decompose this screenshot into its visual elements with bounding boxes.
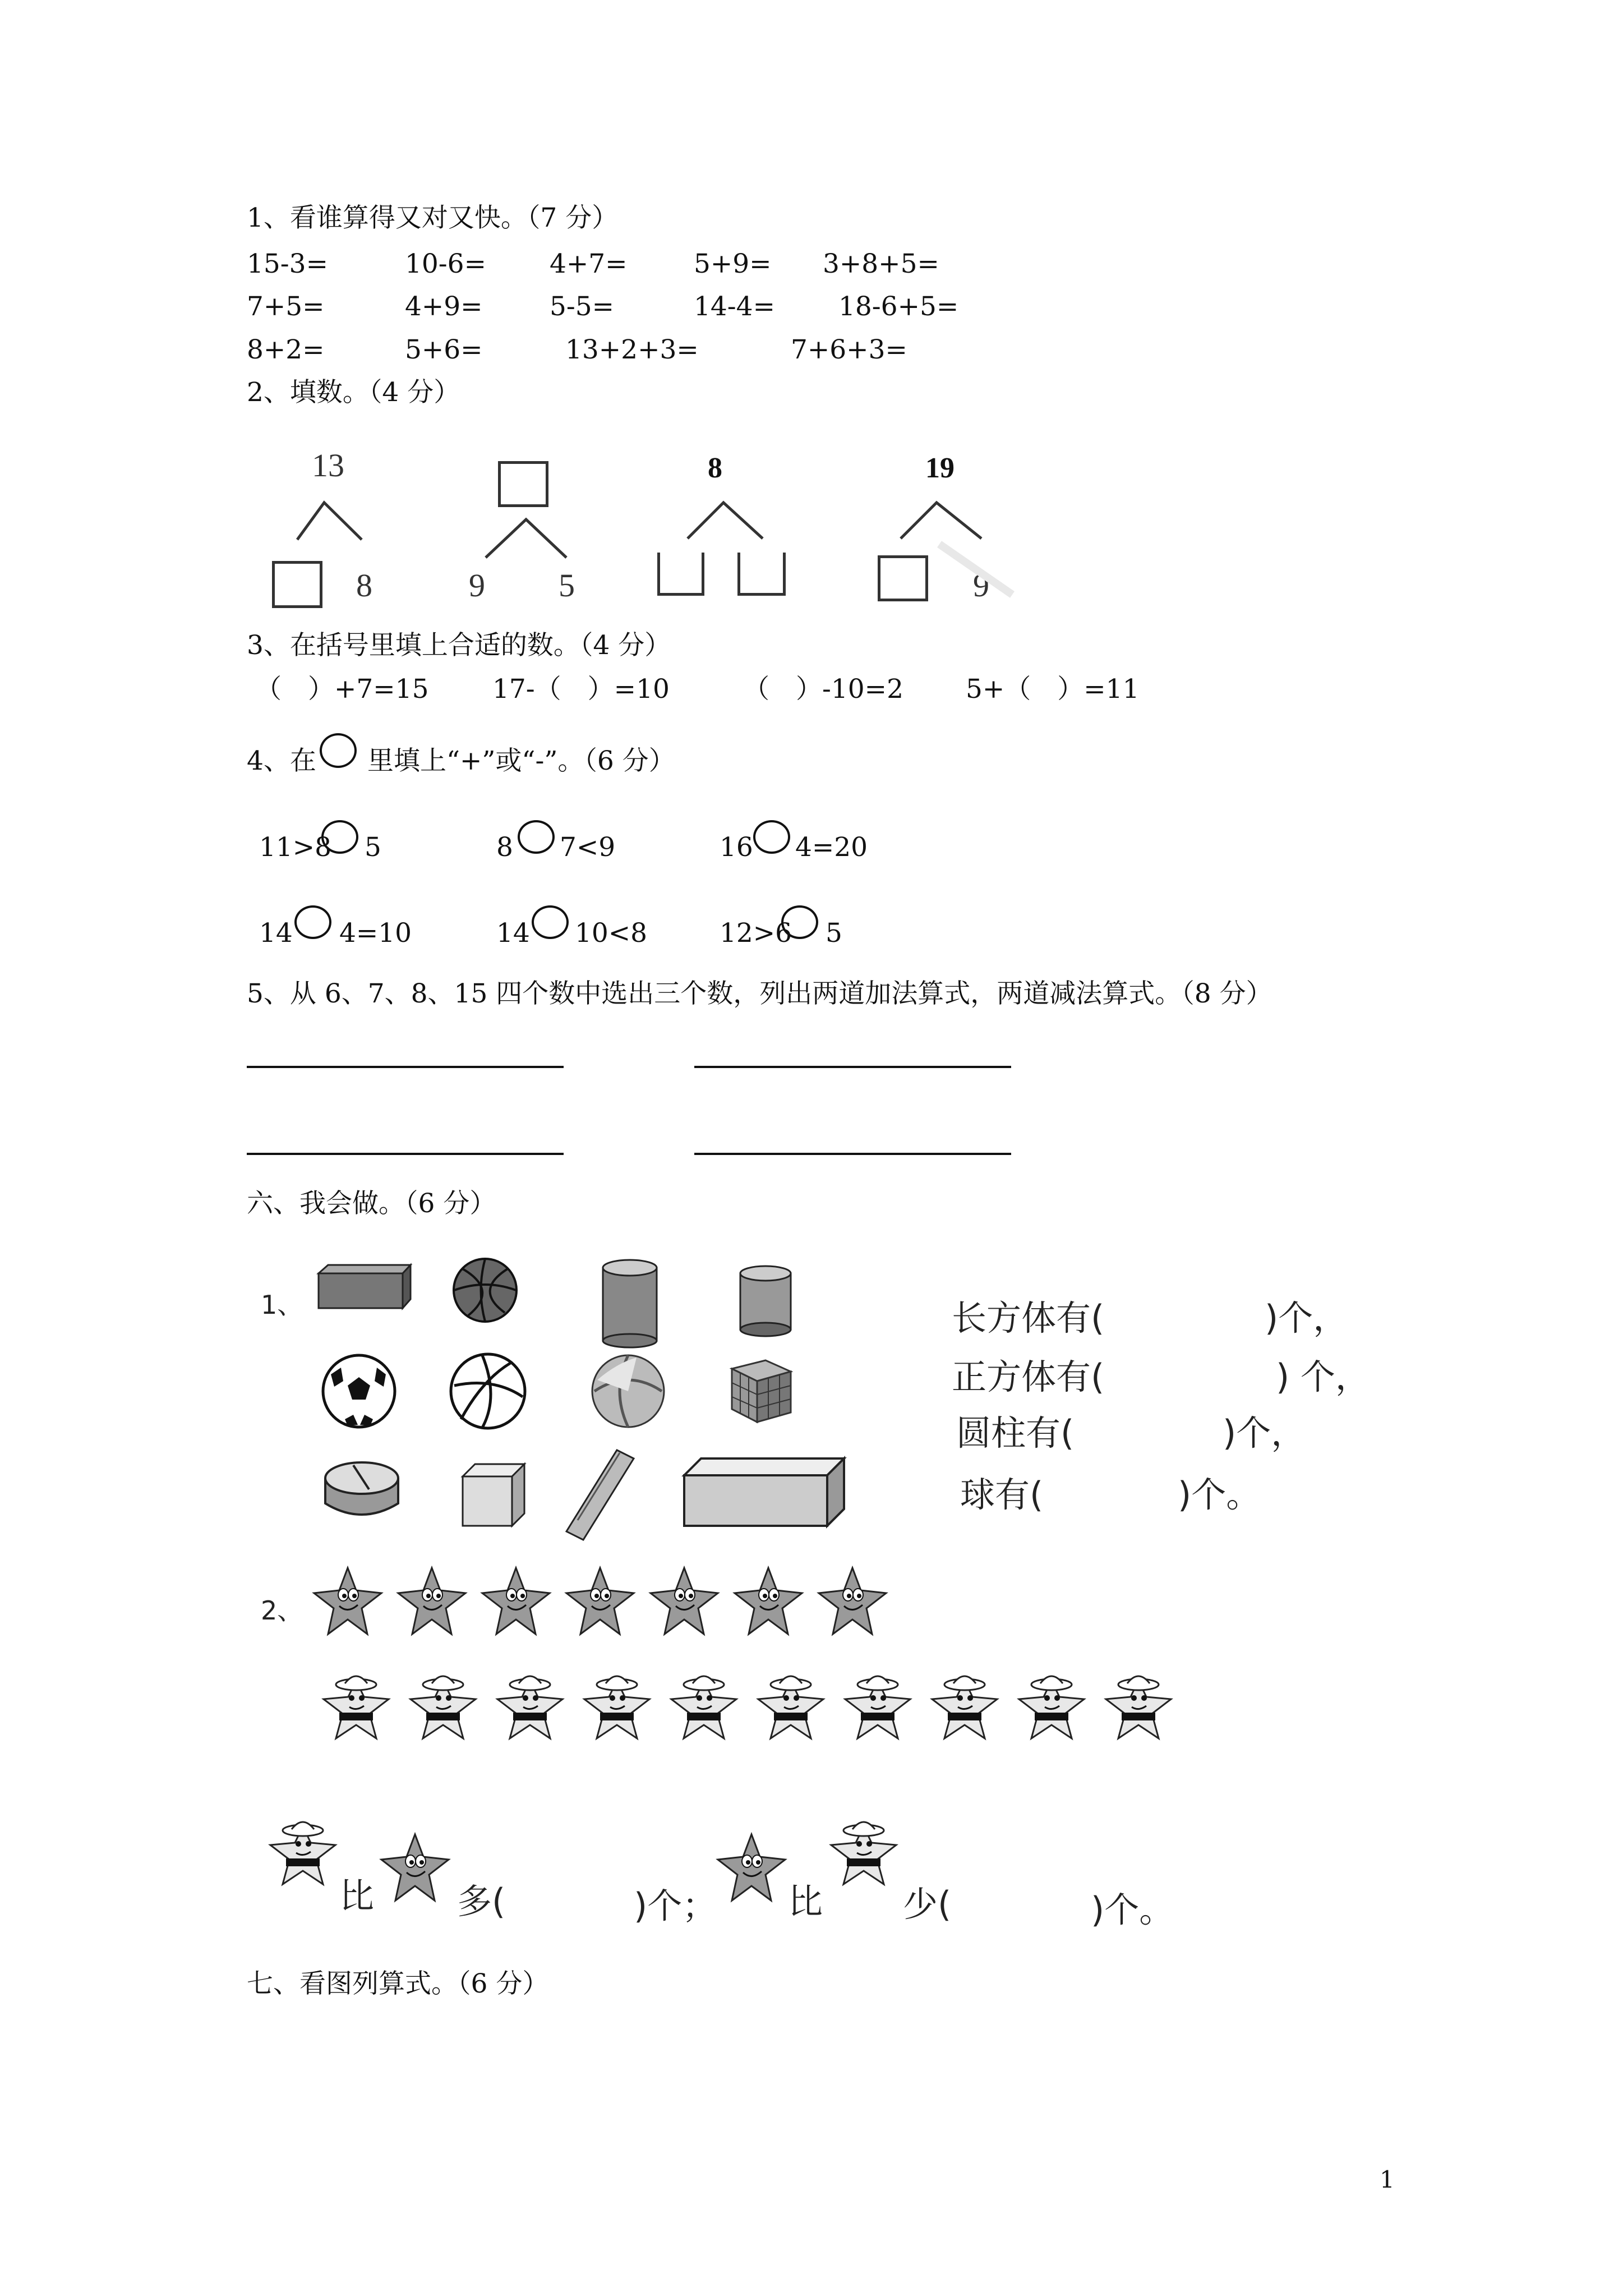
q6-part2-label: 2、: [261, 1595, 303, 1626]
page-number: 1: [1380, 2166, 1395, 2193]
long-cuboid-icon: [566, 1450, 634, 1540]
star-2: [398, 1568, 465, 1634]
compare-unit-2: )个。: [1091, 1889, 1174, 1930]
q6-cylinder-label: 圆柱有(: [956, 1412, 1075, 1453]
q1-r2-c2: 4+9=: [405, 291, 483, 322]
cuboid-icon-1: [319, 1265, 411, 1308]
compare-more-answer-blank[interactable]: [519, 1874, 631, 1913]
q6-title: 六、我会做。（6 分）: [247, 1188, 496, 1219]
q1-r2-c3: 5-5=: [550, 291, 615, 322]
q1-r2-c1: 7+5=: [247, 291, 325, 322]
q3-item-3: （ ）-10=2: [743, 674, 903, 705]
q6-sphere-suffix: )个。: [1178, 1474, 1261, 1515]
q6-cuboid-label: 长方体有(: [952, 1297, 1105, 1338]
volleyball-icon: [451, 1354, 525, 1428]
q4-item5-left: 14: [496, 918, 530, 949]
compare-less: 少(: [903, 1884, 952, 1925]
tree2-left-number: 9: [469, 567, 485, 604]
q4-item2-right: 7<9: [560, 832, 616, 863]
q1-r1-c4: 5+9=: [694, 249, 772, 279]
star-4: [566, 1568, 634, 1634]
hat-star-7: [845, 1676, 910, 1738]
q4-item5-circle[interactable]: [532, 905, 569, 939]
hat-star-10: [1106, 1676, 1171, 1738]
q4-item1-right: 5: [365, 832, 381, 863]
tree3-top-number: 8: [708, 452, 722, 484]
q4-item6-circle[interactable]: [781, 905, 818, 939]
q4-item3-circle[interactable]: [753, 820, 790, 854]
q4-item4-circle[interactable]: [294, 905, 331, 939]
q6-sphere-label: 球有(: [960, 1474, 1044, 1515]
basketball-icon: [454, 1259, 517, 1322]
q4-title-prefix: 4、在: [247, 746, 316, 776]
hat-star-5: [671, 1676, 736, 1738]
soccer-ball-icon: [323, 1355, 395, 1427]
q6-part1-label: 1、: [261, 1290, 303, 1320]
hat-star-icon-a: [269, 1815, 339, 1896]
q4-item2-circle[interactable]: [518, 820, 555, 854]
q1-r1-c1: 15-3=: [247, 249, 328, 279]
cube-icon: [463, 1464, 524, 1526]
q1-r1-c5: 3+8+5=: [823, 249, 939, 279]
hat-star-6: [758, 1676, 823, 1738]
q6-cube-suffix: ) 个，: [1276, 1356, 1370, 1397]
q1-r1-c3: 4+7=: [550, 249, 628, 279]
q5-answer-line-2[interactable]: [694, 1066, 1011, 1068]
q6-cuboid-answer-blank[interactable]: [1133, 1290, 1262, 1329]
tree3-branches: [684, 499, 774, 544]
q4-title-suffix: 里填上“+”或“-”。（6 分）: [367, 746, 675, 776]
hat-star-1: [324, 1676, 389, 1738]
q6-cube-answer-blank[interactable]: [1141, 1349, 1270, 1388]
q6-cube-label: 正方体有(: [952, 1356, 1105, 1397]
coin-cylinder-icon: [325, 1462, 398, 1515]
stars-picture: [314, 1568, 1223, 1826]
compare-word-1: 比: [339, 1875, 375, 1916]
q4-item1-left: 11>8: [259, 832, 332, 863]
tree4-top-number: 19: [925, 452, 955, 484]
compare-unit-1: )个；: [634, 1885, 717, 1926]
star-5: [651, 1568, 718, 1634]
q4-item4-left: 14: [259, 918, 293, 949]
tree1-answer-box[interactable]: [272, 561, 322, 608]
cylinder-icon-short: [740, 1266, 791, 1336]
q6-cylinder-answer-blank[interactable]: [1085, 1405, 1220, 1444]
star-1: [314, 1568, 381, 1634]
tree2-right-number: 5: [559, 567, 575, 604]
tree4-branches: [897, 499, 993, 544]
q4-item3-left: 16: [720, 832, 753, 863]
rubiks-cube-icon: [732, 1360, 791, 1422]
q6-sphere-answer-blank[interactable]: [1054, 1467, 1178, 1506]
q4-item3-right: 4=20: [795, 832, 868, 863]
q4-item4-right: 4=10: [339, 918, 412, 949]
compare-less-answer-blank[interactable]: [965, 1876, 1085, 1916]
q3-title: 3、在括号里填上合适的数。（4 分）: [247, 630, 671, 661]
q4-item2-left: 8: [496, 832, 513, 863]
q7-title: 七、看图列算式。（6 分）: [247, 1968, 549, 1999]
q1-r2-c4: 14-4=: [694, 291, 775, 322]
q1-r2-c5: 18-6+5=: [838, 291, 959, 322]
tree3-left-answer-box[interactable]: [657, 553, 704, 596]
tree2-answer-box[interactable]: [498, 461, 548, 507]
q4-item1-circle[interactable]: [321, 820, 358, 854]
q1-r3-c4: 7+6+3=: [791, 334, 907, 365]
faint-watermark-mark: [934, 539, 1018, 600]
q6-cuboid-suffix: )个，: [1265, 1297, 1348, 1338]
q1-title: 1、看谁算得又对又快。（7 分）: [247, 203, 619, 233]
compare-word-2: 比: [788, 1881, 823, 1922]
tree2-branches: [481, 516, 577, 561]
star-icon-a: [381, 1834, 451, 1904]
q3-item-1: （ ）+7=15: [255, 674, 429, 705]
tree1-top-number: 13: [312, 447, 344, 484]
q3-item-4: 5+（ ）=11: [966, 674, 1140, 705]
q4-item6-right: 5: [826, 918, 842, 949]
q3-item-2: 17-（ ）=10: [492, 674, 670, 705]
hat-star-3: [497, 1676, 562, 1738]
hat-star-2: [411, 1676, 476, 1738]
q5-answer-line-1[interactable]: [247, 1066, 564, 1068]
q6-cylinder-suffix: )个，: [1223, 1412, 1306, 1453]
q4-item5-right: 10<8: [575, 918, 648, 949]
q5-answer-line-3[interactable]: [247, 1153, 564, 1155]
tree4-right-number: 9: [973, 567, 989, 604]
star-7: [819, 1568, 886, 1634]
hat-star-9: [1019, 1676, 1084, 1738]
tree1-branches: [292, 498, 370, 543]
q5-title: 5、从 6、7、8、15 四个数中选出三个数，列出两道加法算式，两道减法算式。（8 分）: [247, 978, 1272, 1009]
hat-star-icon-b: [830, 1815, 900, 1896]
q1-r1-c2: 10-6=: [405, 249, 486, 279]
star-3: [482, 1568, 550, 1634]
compare-more: 多(: [457, 1881, 506, 1922]
q2-title: 2、填数。（4 分）: [247, 377, 460, 408]
q4-item6-left: 12>6: [720, 918, 792, 949]
hat-star-4: [584, 1676, 649, 1738]
circle-icon: [320, 733, 357, 768]
solids-picture: [314, 1257, 875, 1537]
tree1-right-number: 8: [356, 567, 372, 604]
hat-star-8: [932, 1676, 997, 1738]
tree4-answer-box[interactable]: [878, 555, 928, 601]
star-icon-b: [718, 1834, 788, 1904]
q1-r3-c2: 5+6=: [405, 334, 483, 365]
cuboid-icon-2: [684, 1458, 844, 1526]
q1-r3-c1: 8+2=: [247, 334, 325, 365]
cylinder-icon-tall: [603, 1260, 657, 1347]
q5-answer-line-4[interactable]: [694, 1153, 1011, 1155]
star-6: [735, 1568, 802, 1634]
tree3-right-answer-box[interactable]: [737, 553, 786, 596]
q1-r3-c3: 13+2+3=: [565, 334, 699, 365]
beach-ball-icon: [592, 1355, 664, 1427]
